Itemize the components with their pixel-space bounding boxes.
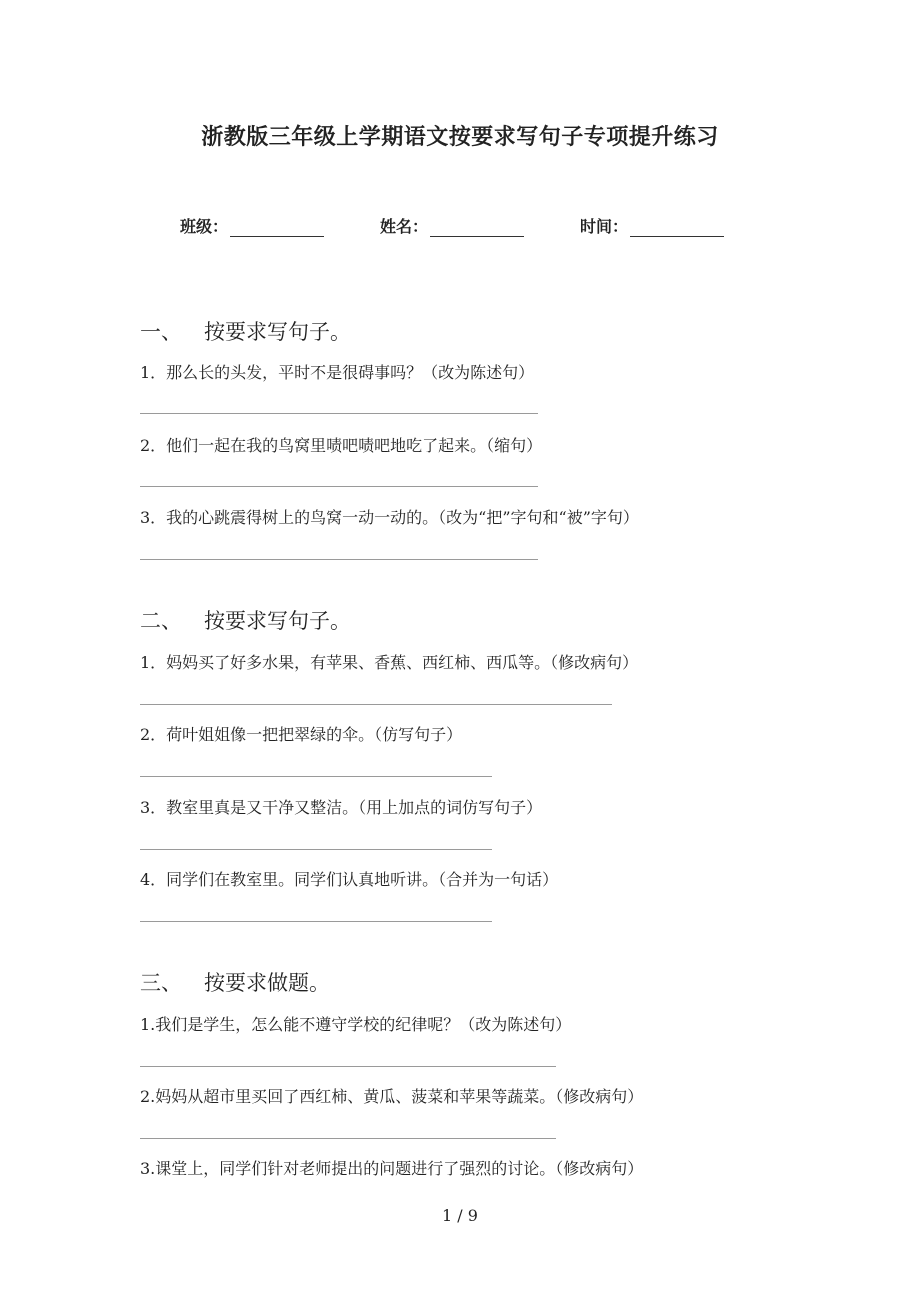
question: 2．荷叶姐姐像一把把翠绿的伞。（仿写句子）	[140, 725, 463, 744]
answer-line[interactable]	[140, 486, 538, 487]
section-heading	[140, 605, 351, 635]
question: 3.课堂上，同学们针对老师提出的问题进行了强烈的讨论。（修改病句）	[140, 1159, 644, 1178]
class-blank[interactable]	[230, 218, 324, 237]
document-title: 浙教版三年级上学期语文按要求写句子专项提升练习	[201, 124, 719, 150]
answer-line[interactable]	[140, 559, 538, 560]
section-number: 三、	[140, 971, 182, 995]
section-heading	[140, 967, 330, 997]
answer-line[interactable]	[140, 413, 538, 414]
class-label: 班级：	[180, 217, 229, 236]
section-title: 按要求写句子。	[204, 609, 351, 633]
name-blank[interactable]	[430, 218, 524, 237]
section-title: 按要求写句子。	[204, 320, 351, 344]
section-number: 一、	[140, 320, 182, 344]
question: 3．我的心跳震得树上的鸟窝一动一动的。（改为“把”字句和“被”字句）	[140, 508, 639, 527]
question: 1．那么长的头发，平时不是很碍事吗？（改为陈述句）	[140, 363, 535, 382]
question: 2．他们一起在我的鸟窝里啧吧啧吧地吃了起来。（缩句）	[140, 436, 543, 455]
section-number: 二、	[140, 609, 182, 633]
question: 1．妈妈买了好多水果，有苹果、香蕉、西红柿、西瓜等。（修改病句）	[140, 653, 639, 672]
question: 2.妈妈从超市里买回了西红柿、黄瓜、菠菜和苹果等蔬菜。（修改病句）	[140, 1087, 644, 1106]
answer-line[interactable]	[140, 921, 492, 922]
section-heading	[140, 316, 351, 346]
question: 3．教室里真是又干净又整洁。（用上加点的词仿写句子）	[140, 798, 543, 817]
answer-line[interactable]	[140, 1066, 556, 1067]
answer-line[interactable]	[140, 1138, 556, 1139]
name-field	[380, 214, 524, 237]
class-field	[180, 214, 324, 237]
student-info-row	[180, 214, 780, 237]
name-label: 姓名：	[380, 217, 429, 236]
time-blank[interactable]	[630, 218, 724, 237]
time-field	[580, 214, 724, 237]
answer-line[interactable]	[140, 776, 492, 777]
answer-line[interactable]	[140, 849, 492, 850]
page-number: 1 / 9	[442, 1206, 478, 1225]
time-label: 时间：	[580, 217, 629, 236]
section-title: 按要求做题。	[204, 971, 330, 995]
answer-line[interactable]	[140, 704, 612, 705]
question: 1.我们是学生，怎么能不遵守学校的纪律呢？（改为陈述句）	[140, 1015, 572, 1034]
question: 4．同学们在教室里。同学们认真地听讲。（合并为一句话）	[140, 870, 559, 889]
